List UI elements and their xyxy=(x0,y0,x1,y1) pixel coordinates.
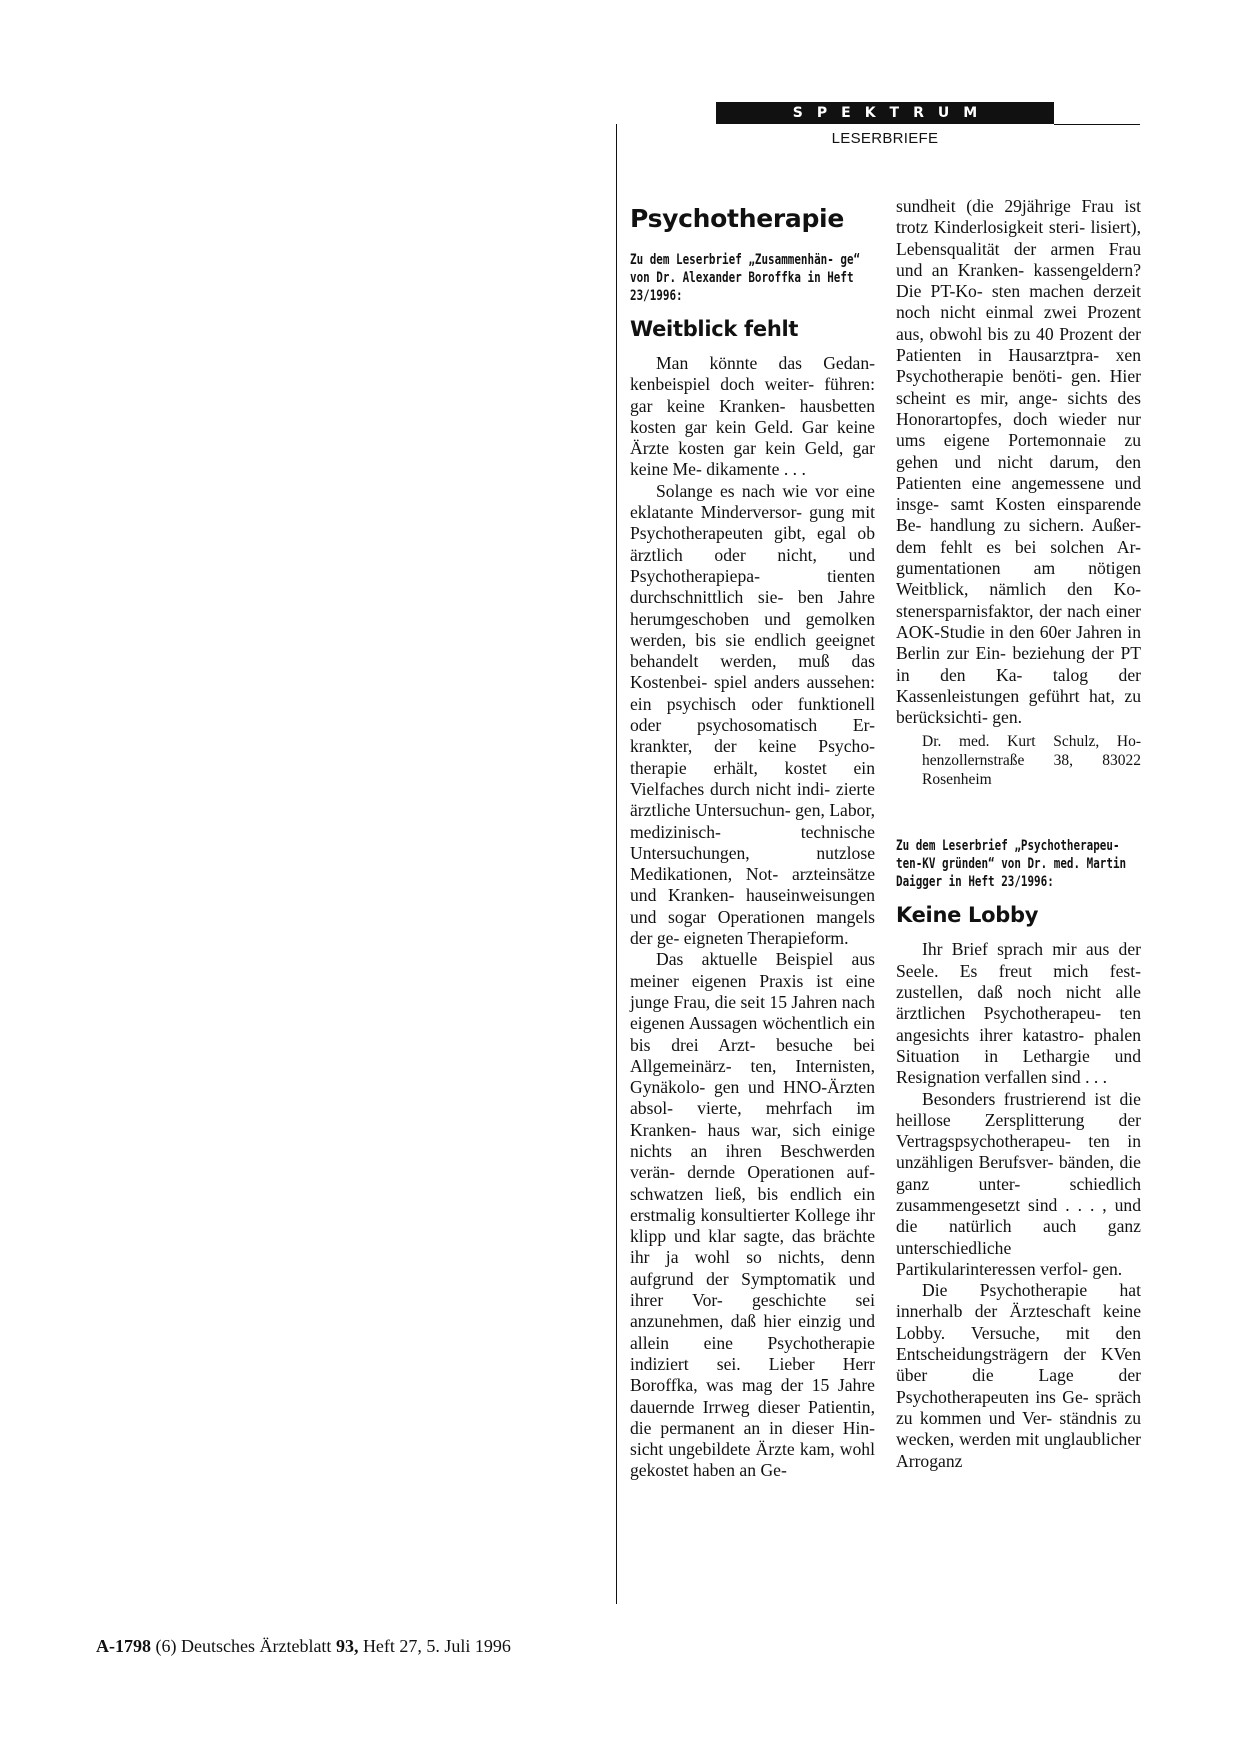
article-title: Psychotherapie xyxy=(630,204,844,233)
section-subheader: LESERBRIEFE xyxy=(831,130,939,147)
section-header: SPEKTRUM xyxy=(716,102,1054,124)
letter1-continuation: sundheit (die 29jährige Frau ist trotz Kinderlosigkeit steri- lisiert), Lebensqualität der armen Frau und an Kranken- kassengeldern? Die PT-Ko- sten machen derzeit noch nicht einmal zwei Prozent aus, obwohl bis zu 40 Prozent der Patienten in Hausarztpra- xen Psychotherapie benöti- gen. Hier scheint es mir, ange- sichts des Honorartopfes, doch wieder nur ums eigene Portemonnaie zu gehen und nicht darum, den Patienten eine angemessene und insge- samt Kosten einsparende Be- handlung zu sichern. Außer- dem fehlt es bei solchen Ar- gumentationen am nötigen Weitblick, nämlich den Ko- stenersparnisfaktor, der nach einer AOK-Studie in den 60er Jahren in Berlin zur Ein- beziehung der PT in den Ka- talog der Kassenleistungen geführt hat, zu berücksichti- gen. xyxy=(896,196,1141,728)
letter1-paragraph: Das aktuelle Beispiel aus meiner eigenen Praxis ist eine junge Frau, die seit 15 Jahren nach eigenen Aussagen wöchentlich ein bis drei Arzt- besuche bei Allgemeinärz- ten, Internisten, Gynäkolo- gen und HNO-Ärzten absol- vierte, mehrfach im Kranken- haus war, sich einige nichts an ihren Beschwerden verän- dernde Operationen auf- schwatzen ließ, bis endlich ein erstmalig konsultierter Kollege ihr klipp und klar sagte, das brächte ihr ja wohl so nichts, denn aufgrund der Symptomatik und ihrer Vor- geschichte sei anzunehmen, daß hier einzig und allein eine Psychotherapie indiziert sei. Lieber Herr Boroffka, was mag der 15 Jahre dauernde Irrweg dieser Patientin, die permanent an in dieser Hin- sicht ungebildete Ärzte kam, wohl gekostet haben an Ge- xyxy=(630,949,875,1481)
column-right xyxy=(896,196,1141,1472)
column-left xyxy=(630,196,875,1482)
issue-prefix: (6) Deutsches Ärzteblatt xyxy=(155,1636,332,1656)
letter2-paragraph: Ihr Brief sprach mir aus der Seele. Es freut mich fest- zustellen, daß noch nicht alle ärztlichen Psychotherapeu- ten angesichts ihrer katastro- phalen Situation in Lethargie und Resignation verfallen sind . . . xyxy=(896,939,1141,1088)
letter1-intro: Zu dem Leserbrief „Zusammenhän- ge“ von Dr. Alexander Boroffka in Heft 23/1996: xyxy=(630,252,861,304)
letter2-paragraph: Die Psychotherapie hat innerhalb der Ärzteschaft keine Lobby. Versuche, mit den Entscheidungsträgern der KVen über die Lage der Psychotherapeuten ins Ge- spräch zu kommen und Ver- ständnis zu wecken, werden mit unglaublicher Arroganz xyxy=(896,1280,1141,1471)
spacer xyxy=(896,789,1141,837)
letter2-paragraph: Besonders frustrierend ist die heillose Zersplitterung der Vertragspsychotherapeu- ten in unzähligen Berufsver- bänden, die ganz unter- schiedlich zusammengesetzt sind . . . , und die natürlich auch ganz unterschiedliche Partikularinteressen verfol- gen. xyxy=(896,1088,1141,1279)
letter2-headline: Keine Lobby xyxy=(896,903,1039,928)
volume-number: 93, xyxy=(335,1636,359,1656)
letter1-signature: Dr. med. Kurt Schulz, Ho- henzollernstraße 38, 83022 Rosenheim xyxy=(922,733,1141,789)
page-number: A-1798 xyxy=(96,1636,151,1656)
letter1-paragraph: Man könnte das Gedan- kenbeispiel doch weiter- führen: gar keine Kranken- hausbetten kosten gar kein Geld. Gar keine Ärzte kosten gar kein Geld, gar keine Me- dikamente . . . xyxy=(630,353,875,480)
page-footer xyxy=(96,1636,511,1657)
issue-date: Heft 27, 5. Juli 1996 xyxy=(362,1636,511,1656)
letter2-intro: Zu dem Leserbrief „Psychotherapeu- ten-KV gründen“ von Dr. med. Martin Daigger in Heft 23/1996: xyxy=(896,838,1127,891)
header-rule xyxy=(1054,124,1140,125)
letter1-headline: Weitblick fehlt xyxy=(630,317,799,341)
letter1-paragraph: Solange es nach wie vor eine eklatante Minderversor- gung mit Psychotherapeuten gibt, egal ob ärztlich oder nicht, und Psychotherapiepa- tienten durchschnittlich sie- ben Jahre herumgeschoben und gemolken werden, bis sie endlich geeignet behandelt werden, muß das Kostenbei- spiel anders aussehen: ein psychisch oder funktionell oder psychosomatisch Er- krankter, der keine Psycho- therapie erhält, kostet ein Vielfaches durch nicht indi- zierte ärztliche Untersuchun- gen, Labor, medizinisch- technische Untersuchungen, nutzlose Medikationen, Not- arzteinsätze und Kranken- hauseinweisungen und sogar Operationen mangels der ge- eigneten Therapieform. xyxy=(630,480,876,949)
column-divider xyxy=(616,124,617,1604)
